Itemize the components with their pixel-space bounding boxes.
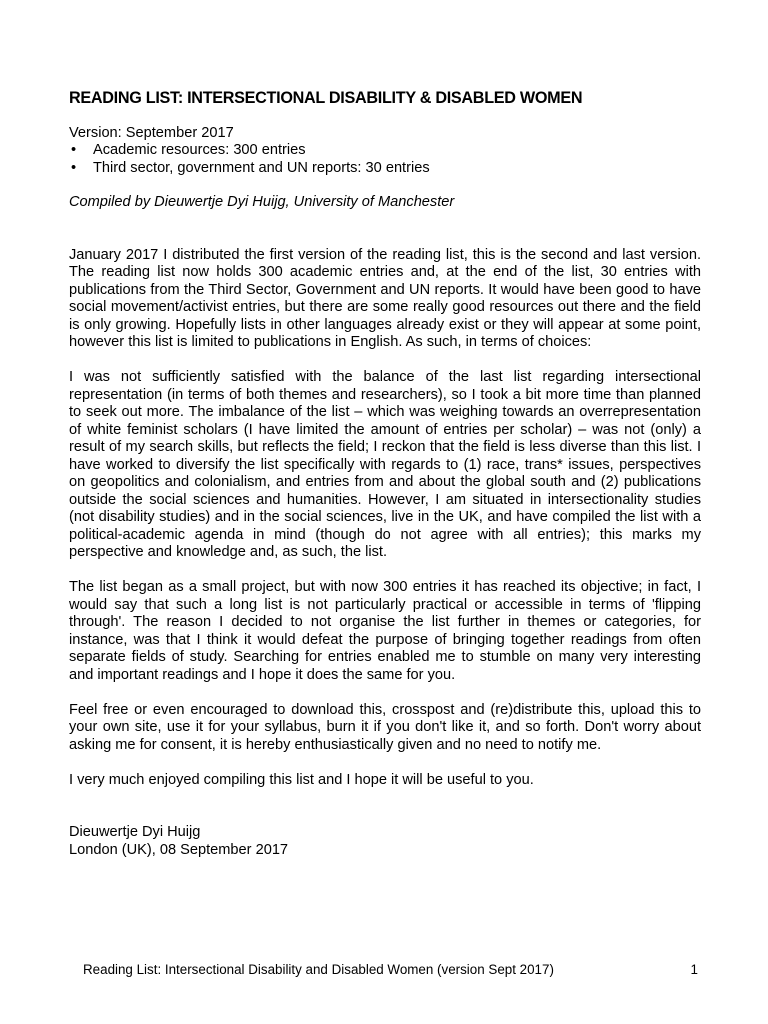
bullet-glyph: •: [71, 159, 77, 176]
paragraph-intro: January 2017 I distributed the first version of the reading list, this is the second and last version. The reading list now holds 300 academic entries and, at the end of the list, 30 entries with publications from the Third Sector, Government and UN reports. It would have been good to have social movement/activist entries, but there are some really good resources out there and the field is only growing. Hopefully lists in other languages already exist or they will appear at some point, however this list is limited to publications in English. As such, in terms of choices:: [69, 246, 701, 350]
bullet-glyph: •: [71, 142, 77, 158]
signature-block: [69, 824, 701, 859]
document-title: READING LIST: INTERSECTIONAL DISABILITY & DISABLED WOMEN: [69, 89, 583, 107]
paragraph-closing: I very much enjoyed compiling this list and I hope it will be useful to you.: [69, 771, 534, 788]
list-item: [69, 142, 701, 160]
signature-place-date: London (UK), 08 September 2017: [69, 841, 289, 858]
compiled-by-line: Compiled by Dieuwertje Dyi Huijg, University of Manchester: [69, 194, 455, 210]
entries-summary-list: [69, 142, 701, 177]
paragraph-representation: I was not sufficiently satisfied with the balance of the last list regarding intersectional representation (in terms of both themes and researchers), so I took a bit more time than planned to seek out more. The imbalance of the list – which was weighing towards an overrepresentation of white feminist scholars (I have limited the amount of entries per scholar) – was not (only) a result of my search skills, but reflects the field; I reckon that the field is less diverse than this list. I have worked to diversify the list specifically with regards to (1) race, trans* issues, perspectives on geopolitics and colonialism, and entries from and about the global south and (2) publications outside the social sciences and humanities. However, I am situated in intersectionality studies (not disability studies) and in the social sciences, live in the UK, and have compiled the list with a political-academic agenda in mind (though do not agree with all entries); this marks my perspective and knowledge and, as such, the list.: [69, 369, 701, 560]
version-line: Version: September 2017: [69, 124, 234, 141]
list-item-text: Academic resources: 300 entries: [93, 142, 306, 158]
paragraph-project: The list began as a small project, but with now 300 entries it has reached its objective; in fact, I would say that such a long list is not particularly practical or accessible in terms of 'flipping through'. The reason I decided to not organise the list further in themes or categories, for instance, was that I think it would defeat the purpose of bringing together readings from often separate fields of study. Searching for entries enabled me to stumble on many very interesting and important readings and I hope it does the same for you.: [69, 579, 701, 683]
list-item-text: Third sector, government and UN reports: 30 entries: [93, 159, 430, 176]
page-number: 1: [690, 962, 698, 977]
footer-text: Reading List: Intersectional Disability and Disabled Women (version Sept 2017): [83, 962, 554, 977]
paragraph-sharing: Feel free or even encouraged to download this, crosspost and (re)distribute this, upload this to your own site, use it for your syllabus, burn it if you don't like it, and so forth. Don't worry about asking me for consent, it is hereby enthusiastically given and no need to notify me.: [69, 701, 701, 753]
list-item: [69, 160, 701, 178]
signature-name: Dieuwertje Dyi Huijg: [69, 824, 201, 840]
page-content: [69, 90, 701, 859]
